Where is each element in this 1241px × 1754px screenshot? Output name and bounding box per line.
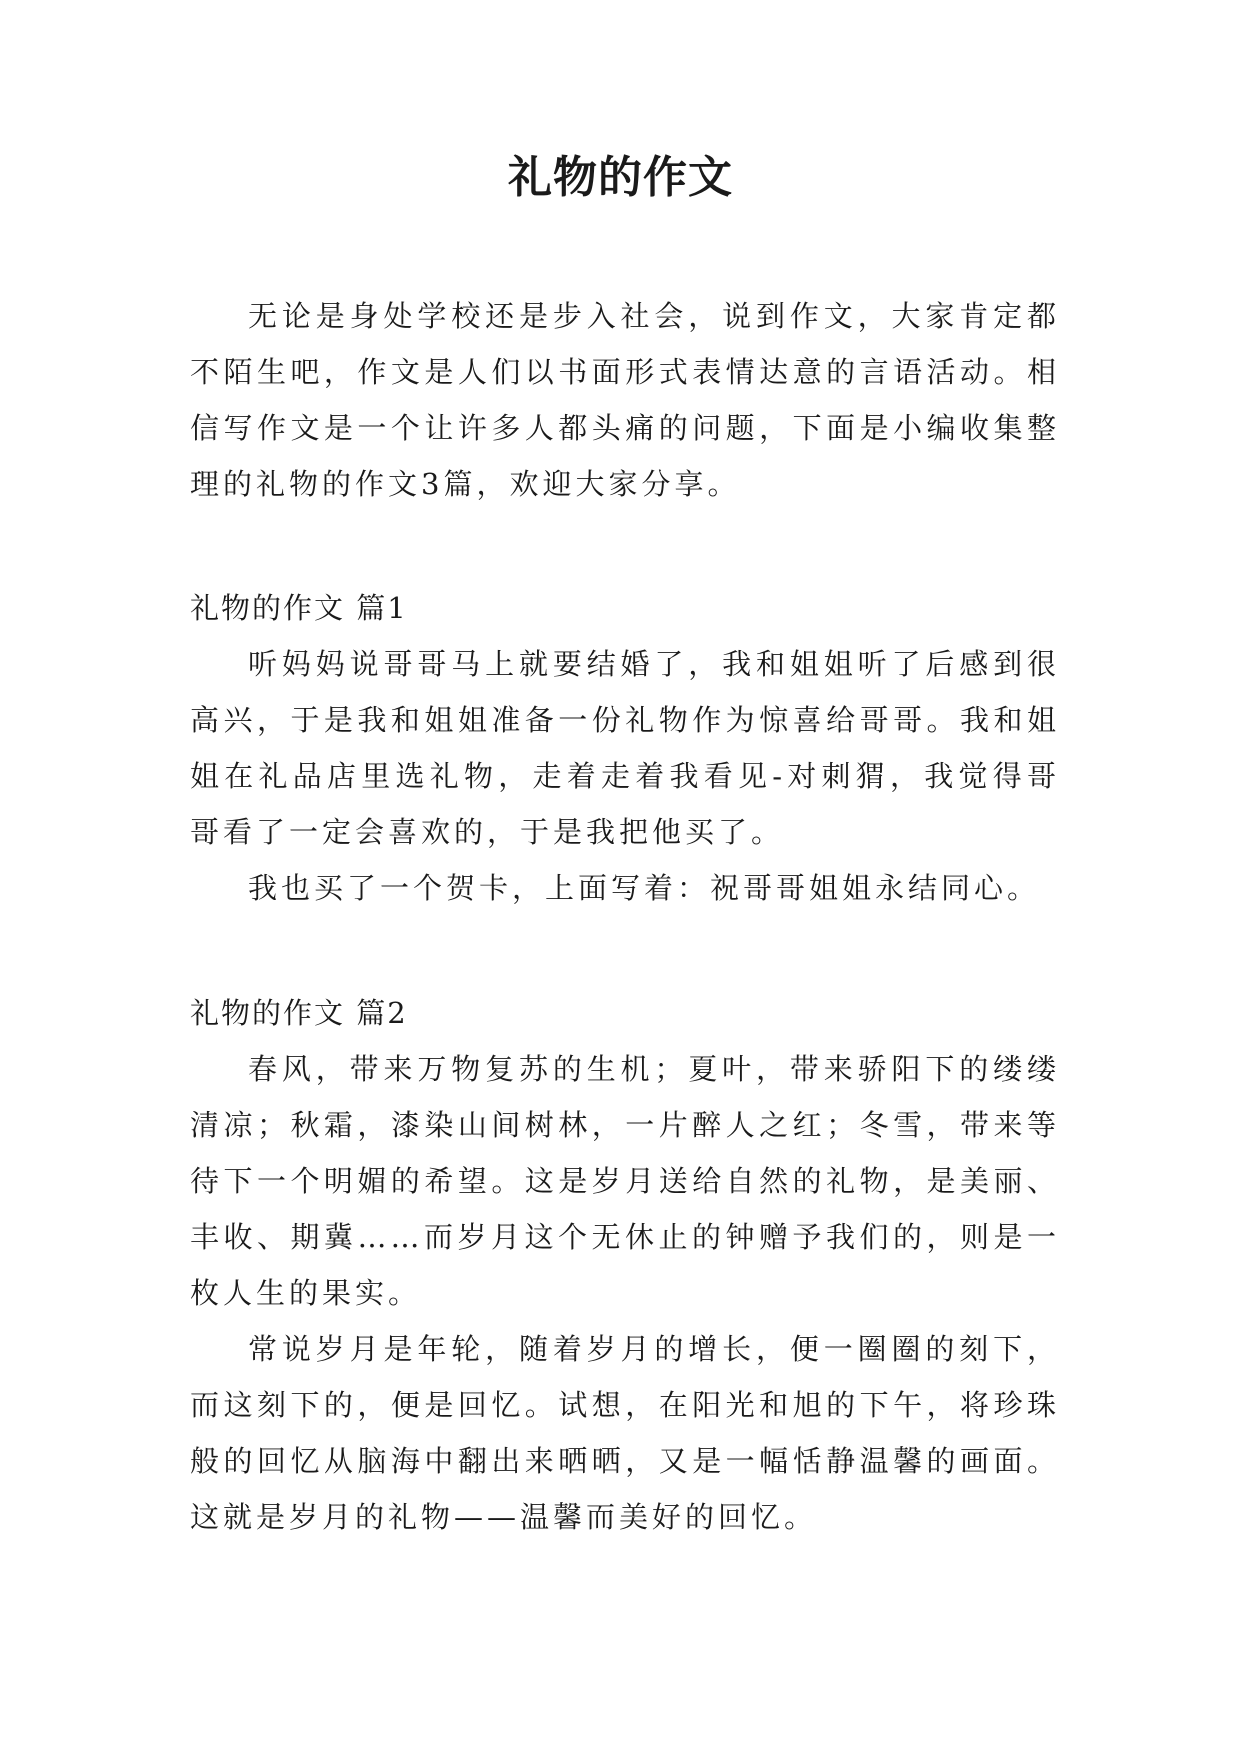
intro-paragraph: 无论是身处学校还是步入社会，说到作文，大家肯定都不陌生吧，作文是人们以书面形式表情达意的言语活动。相信写作文是一个让许多人都头痛的问题，下面是小编收集整理的礼物的作文3篇，欢迎大家分享。 (190, 299, 1060, 501)
section-heading: 礼物的作文 篇1 (190, 591, 408, 625)
section-2 (190, 985, 1060, 1545)
section-paragraph: 我也买了一个贺卡，上面写着：祝哥哥姐姐永结同心。 (248, 871, 1041, 905)
section-1 (190, 580, 1060, 916)
section-paragraph: 常说岁月是年轮，随着岁月的增长，便一圈圈的刻下，而这刻下的，便是回忆。试想，在阳光和旭的下午，将珍珠般的回忆从脑海中翻出来晒晒，又是一幅恬静温馨的画面。这就是岁月的礼物——温馨而美好的回忆。 (190, 1332, 1060, 1534)
section-paragraph: 春风，带来万物复苏的生机；夏叶，带来骄阳下的缕缕清凉；秋霜，漆染山间树林，一片醉人之红；冬雪，带来等待下一个明媚的希望。这是岁月送给自然的礼物，是美丽、丰收、期冀……而岁月这个无休止的钟赠予我们的，则是一枚人生的果实。 (190, 1052, 1060, 1310)
intro-block (190, 288, 1060, 512)
section-paragraph: 听妈妈说哥哥马上就要结婚了，我和姐姐听了后感到很高兴，于是我和姐姐准备一份礼物作为惊喜给哥哥。我和姐姐在礼品店里选礼物，走着走着我看见-对刺猬，我觉得哥哥看了一定会喜欢的，于是我把他买了。 (190, 647, 1060, 849)
document-title: 礼物的作文 (508, 152, 733, 203)
section-heading: 礼物的作文 篇2 (190, 996, 408, 1030)
